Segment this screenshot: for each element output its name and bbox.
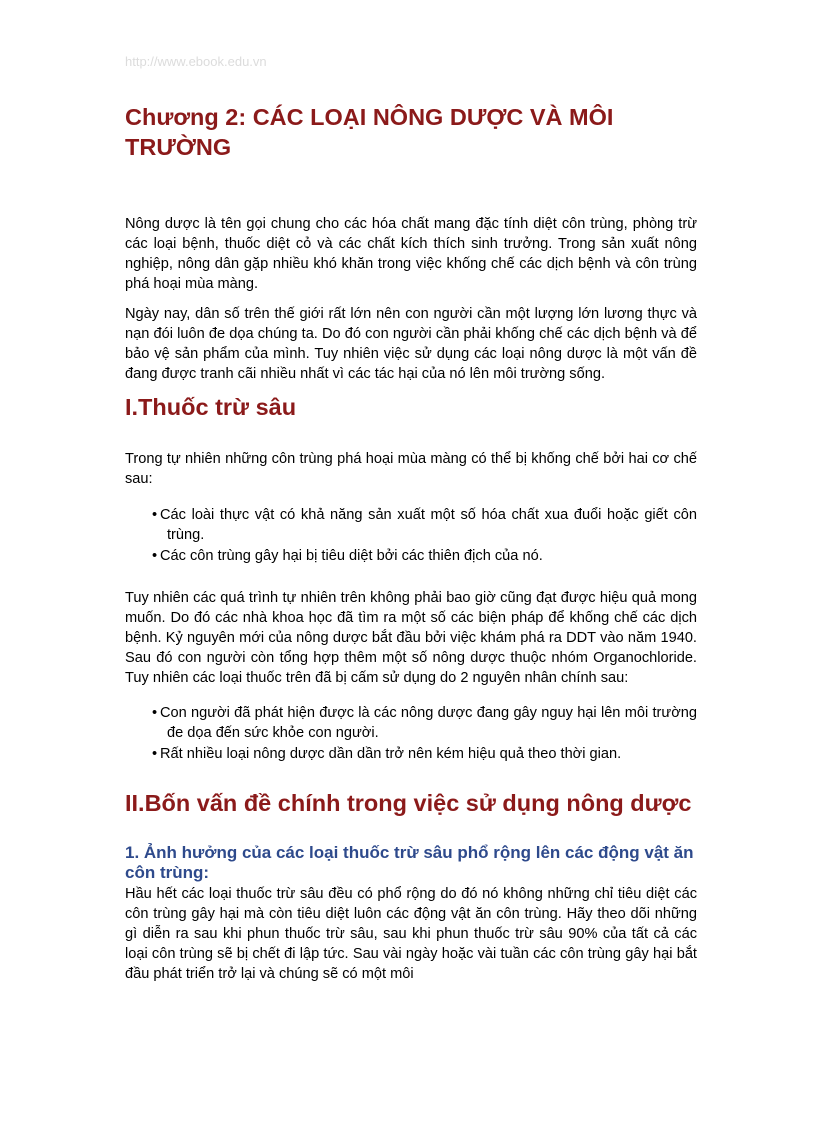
intro-paragraph-2: Ngày nay, dân số trên thế giới rất lớn nên con người cần một lượng lớn lương thực và nạn đói luôn đe dọa chúng ta. Do đó con người cần phải khống chế các dịch bệnh và để bảo vệ sản phẩm của mình. Tuy nhiên việc sử dụng các loại nông dược là một vấn đề đang được tranh cãi nhiều nhất vì các tác hại của nó lên môi trường sống. <box>125 306 697 382</box>
bullet-icon: • <box>152 507 158 523</box>
list-item: • Các côn trùng gây hại bị tiêu diệt bởi các thiên địch của nó. <box>152 548 543 564</box>
subsection-1-paragraph: Hầu hết các loại thuốc trừ sâu đều có phổ rộng do đó nó không những chỉ tiêu diệt các côn trùng gây hại mà còn tiêu diệt luôn các động vật ăn côn trùng. Hãy theo dõi những gì diễn ra sau khi phun thuốc trừ sâu, sau khi phun thuốc trừ sâu 90% của tất cả các loại côn trùng sẽ bị chết đi lập tức. Sau vài ngày hoặc vài tuần các côn trùng gây hại bắt đầu phát triển trở lại và chúng sẽ có một môi <box>125 886 697 982</box>
list-item: • Các loài thực vật có khả năng sản xuất một số hóa chất xua đuổi hoặc giết côn trùng. <box>152 507 697 543</box>
bullet-icon: • <box>152 746 158 762</box>
section-1-paragraph-1: Trong tự nhiên những côn trùng phá hoại mùa màng có thể bị khống chế bởi hai cơ chế sau: <box>125 451 697 487</box>
section-2-title: II.Bốn vấn đề chính trong việc sử dụng nông dược <box>125 790 692 816</box>
section-1-title: I.Thuốc trừ sâu <box>125 394 297 420</box>
section-1-bullet-list-1 <box>125 505 697 566</box>
bullet-icon: • <box>152 548 158 564</box>
section-1-paragraph-2: Tuy nhiên các quá trình tự nhiên trên không phải bao giờ cũng đạt được hiệu quả mong muốn. Do đó các nhà khoa học đã tìm ra một số các biện pháp để khống chế các dịch bệnh. Kỷ nguyên mới của nông dược bắt đầu bởi việc khám phá ra DDT vào năm 1940. Sau đó con người còn tổng hợp thêm một số nông dược thuộc nhóm Organochloride. Tuy nhiên các loại thuốc trên đã bị cấm sử dụng do 2 nguyên nhân chính sau: <box>125 590 697 686</box>
subsection-1-title: 1. Ảnh hưởng của các loại thuốc trừ sâu phổ rộng lên các động vật ăn côn trùng: <box>125 843 694 882</box>
list-item: • Rất nhiều loại nông dược dần dần trở nên kém hiệu quả theo thời gian. <box>152 746 622 762</box>
header-url: http://www.ebook.edu.vn <box>125 54 267 69</box>
page-content <box>125 102 697 984</box>
bullet-icon: • <box>152 705 158 721</box>
intro-paragraph-1: Nông dược là tên gọi chung cho các hóa chất mang đặc tính diệt côn trùng, phòng trừ các loại bệnh, thuốc diệt cỏ và các chất kích thích sinh trưởng. Trong sản xuất nông nghiệp, nông dân gặp nhiều khó khăn trong việc khống chế các dịch bệnh và côn trùng phá hoại mùa màng. <box>125 216 697 292</box>
section-1-bullet-list-2 <box>125 703 697 764</box>
list-item: • Con người đã phát hiện được là các nông dược đang gây nguy hại lên môi trường đe dọa đến sức khỏe con người. <box>152 705 697 741</box>
chapter-title: Chương 2: CÁC LOẠI NÔNG DƯỢC VÀ MÔI TRƯỜNG <box>125 104 614 160</box>
